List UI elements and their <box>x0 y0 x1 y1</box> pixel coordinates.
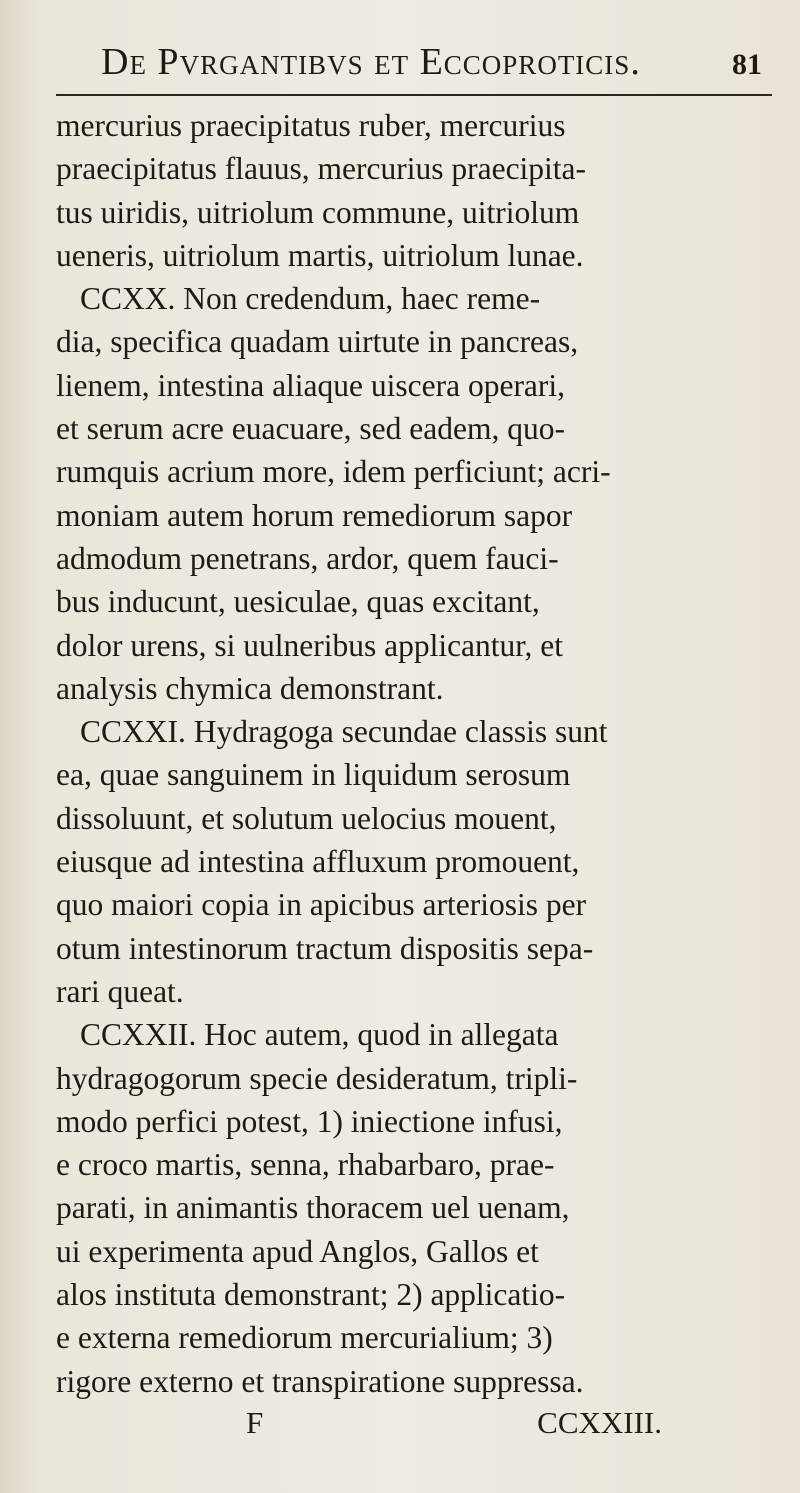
text-line: modo perfici potest, 1) iniectione infusi, <box>56 1103 563 1139</box>
text-line: analysis chymica demonstrant. <box>56 670 444 706</box>
paragraph-ccxx-start: CCXX. Non credendum, haec reme- <box>80 281 541 317</box>
text-line: dissoluunt, et solutum uelocius mouent, <box>56 800 557 836</box>
text-line: rari queat. <box>56 973 184 1009</box>
text-line: dia, specifica quadam uirtute in pancreas, <box>56 324 579 360</box>
text-line: quo maiori copia in apicibus arteriosis per <box>56 887 587 923</box>
text-line: parati, in animantis thoracem uel uenam, <box>56 1190 570 1226</box>
running-head-title: De Pvrgantibvs et Eccoproticis. <box>101 41 641 83</box>
text-line: rumquis acrium more, idem perficiunt; acri- <box>56 454 611 490</box>
text-line: lienem, intestina aliaque uiscera operari, <box>56 367 566 403</box>
text-line: eiusque ad intestina affluxum promouent, <box>56 844 580 880</box>
text-body <box>56 104 772 1403</box>
text-line: e croco martis, senna, rhabarbaro, prae- <box>56 1147 555 1183</box>
text-line: rigore externo et transpiratione suppressa. <box>56 1363 584 1399</box>
text-line: praecipitatus flauus, mercurius praecipita- <box>56 151 587 187</box>
paragraph-ccxxi-start: CCXXI. Hydragoga secundae classis sunt <box>80 714 608 750</box>
text-line: tus uiridis, uitriolum commune, uitriolum <box>56 194 580 230</box>
text-line: admodum penetrans, ardor, quem fauci- <box>56 540 559 576</box>
paragraph-ccxxii-start: CCXXII. Hoc autem, quod in allegata <box>80 1017 559 1053</box>
text-line: mercurius praecipitatus ruber, mercurius <box>56 108 566 143</box>
header-rule <box>56 94 772 96</box>
text-line: ueneris, uitriolum martis, uitriolum lunae. <box>56 237 584 273</box>
page-number: 81 <box>732 48 762 81</box>
running-head <box>56 40 762 84</box>
text-line: hydragogorum specie desideratum, tripli- <box>56 1060 578 1096</box>
text-line: e externa remediorum mercurialium; 3) <box>56 1320 553 1356</box>
text-line: et serum acre euacuare, sed eadem, quo- <box>56 411 565 447</box>
text-line: ea, quae sanguinem in liquidum serosum <box>56 757 571 793</box>
text-line: bus inducunt, uesiculae, quas excitant, <box>56 584 540 620</box>
text-line: moniam autem horum remediorum sapor <box>56 497 573 533</box>
text-line: ui experimenta apud Anglos, Gallos et <box>56 1233 539 1269</box>
text-line: otum intestinorum tractum dispositis sepa- <box>56 930 594 966</box>
signature-mark: F <box>246 1404 264 1440</box>
catchline <box>56 1403 772 1443</box>
text-line: dolor urens, si uulneribus applicantur, et <box>56 627 563 663</box>
catchword: CCXXIII. <box>537 1404 662 1440</box>
text-line: alos instituta demonstrant; 2) applicatio- <box>56 1277 566 1313</box>
